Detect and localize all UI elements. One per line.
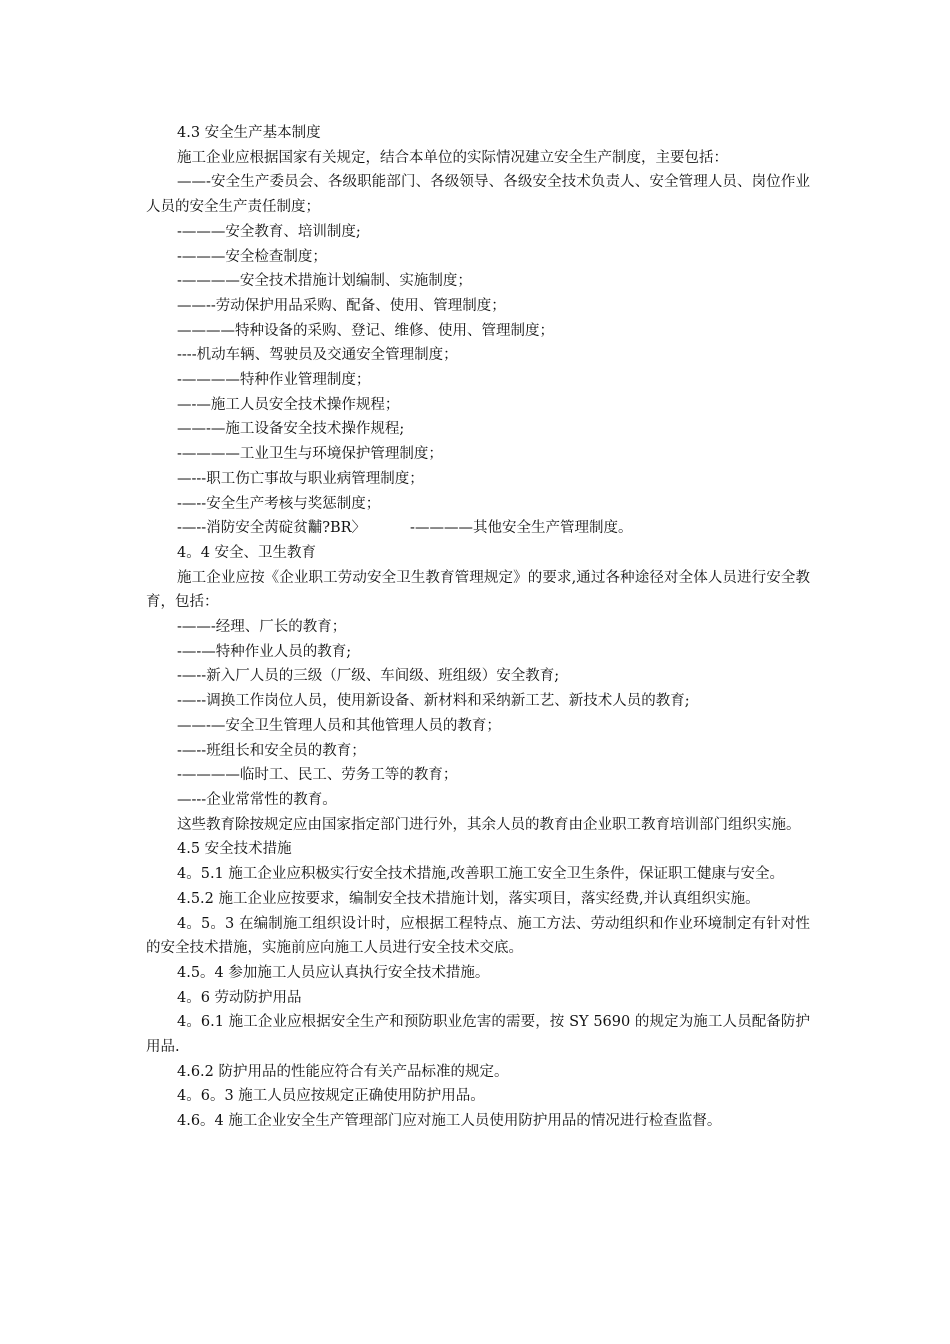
list-item: -——-经理、厂长的教育； <box>177 619 347 636</box>
section-heading: 4。4 安全、卫生教育 <box>177 544 317 561</box>
clause: 4.6。4 施工企业安全生产管理部门应对施工人员使用防护用品的情况进行检查监督。 <box>177 1113 722 1130</box>
list-item: -————其他安全生产管理制度。 <box>410 520 633 537</box>
paragraph: 施工企业应按《企业职工劳动安全卫生教育管理规定》的要求,通过各种途径对全体人员进行安全教育，包括： <box>146 569 810 611</box>
paragraph: 这些教育除按规定应由国家指定部门进行外，其余人员的教育由企业职工教育培训部门组织实施。 <box>177 816 801 833</box>
document-page <box>146 121 810 1134</box>
list-item: -————安全技术措施计划编制、实施制度； <box>177 273 472 290</box>
clause: 4.6.2 防护用品的性能应符合有关产品标准的规定。 <box>177 1063 509 1080</box>
list-item: -————特种作业管理制度； <box>177 372 371 389</box>
section-heading: 4.3 安全生产基本制度 <box>177 125 321 141</box>
list-item: -—--消防安全苪碇贫黼?BR〉 <box>177 520 367 537</box>
list-item: —-—施工人员安全技术操作规程； <box>177 396 400 413</box>
list-item: -————临时工、民工、劳务工等的教育； <box>177 767 458 784</box>
list-item: —---企业常常性的教育。 <box>177 791 337 808</box>
section-heading: 4。6 劳动防护用品 <box>177 989 302 1006</box>
list-item: -—--安全生产考核与奖惩制度； <box>177 495 381 512</box>
list-item: -—--班组长和安全员的教育； <box>177 742 366 759</box>
paragraph: 施工企业应根据国家有关规定，结合本单位的实际情况建立安全生产制度，主要包括： <box>177 149 728 166</box>
list-item: -—--新入厂人员的三级（厂级、车间级、班组级）安全教育; <box>177 668 560 685</box>
list-item: ——--劳动保护用品采购、配备、使用、管理制度； <box>177 297 506 314</box>
clause: 4。6.1 施工企业应根据安全生产和预防职业危害的需要，按 SY 5690 的规定为施工人员配备防护用品. <box>146 1014 810 1056</box>
list-item: -—-—特种作业人员的教育; <box>177 643 352 660</box>
list-item: ——-—安全卫生管理人员和其他管理人员的教育； <box>177 717 501 734</box>
list-item: -———安全检查制度； <box>177 248 327 265</box>
list-item: -———安全教育、培训制度; <box>177 223 361 240</box>
clause: 4。5.1 施工企业应积极实行安全技术措施,改善职工施工安全卫生条件，保证职工健康与安全。 <box>177 866 784 883</box>
list-item-combined <box>146 516 810 541</box>
list-item: ————特种设备的采购、登记、维修、使用、管理制度； <box>177 322 554 339</box>
list-item: ——-—施工设备安全技术操作规程; <box>177 421 405 438</box>
list-item: —---职工伤亡事故与职业病管理制度； <box>177 470 424 487</box>
clause: 4。6。3 施工人员应按规定正确使用防护用品。 <box>177 1088 485 1105</box>
list-item: -————工业卫生与环境保护管理制度； <box>177 446 443 463</box>
clause: 4.5。4 参加施工人员应认真执行安全技术措施。 <box>177 964 490 981</box>
list-item: ——-安全生产委员会、各级职能部门、各级领导、各级安全技术负责人、安全管理人员、岗位作业人员的安全生产责任制度； <box>146 174 810 216</box>
list-item: -—--调换工作岗位人员，使用新设备、新材料和采纳新工艺、新技术人员的教育; <box>177 693 690 710</box>
clause: 4.5.2 施工企业应按要求，编制安全技术措施计划，落实项目，落实经费,并认真组织实施。 <box>177 890 760 907</box>
clause: 4。5。3 在编制施工组织设计时，应根据工程特点、施工方法、劳动组织和作业环境制定有针对性的安全技术措施，实施前应向施工人员进行安全技术交底。 <box>146 915 810 957</box>
section-heading: 4.5 安全技术措施 <box>177 841 292 858</box>
list-item: ----机动车辆、驾驶员及交通安全管理制度； <box>177 347 458 364</box>
